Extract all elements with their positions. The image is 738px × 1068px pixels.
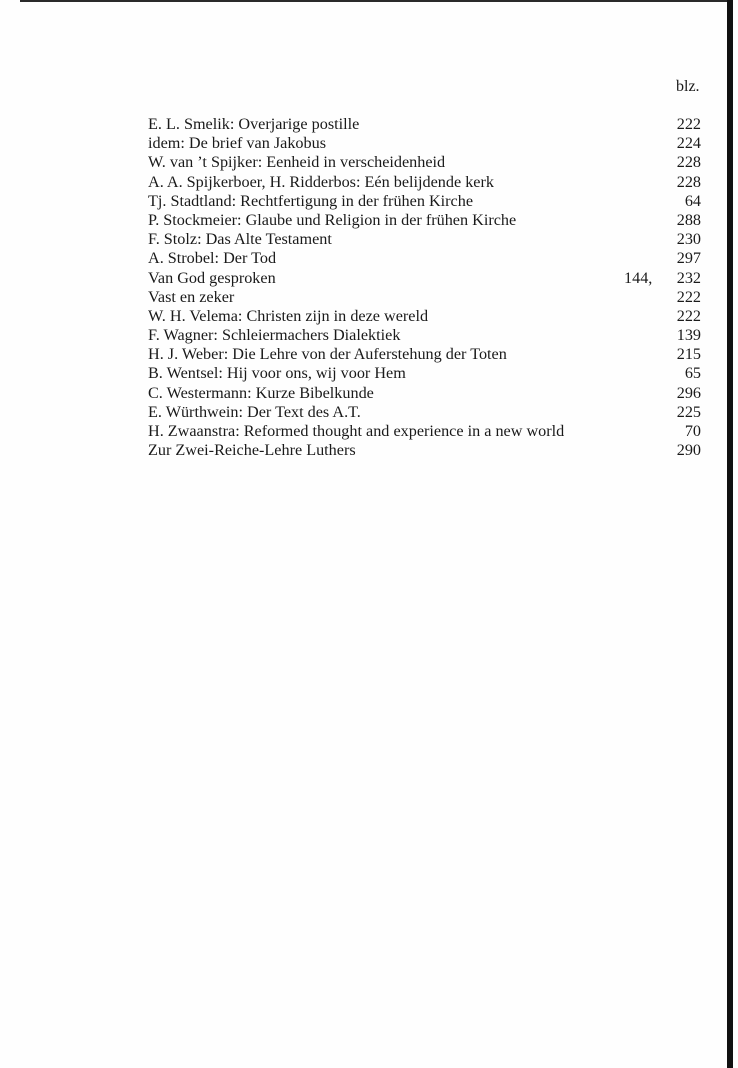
entry-title: Van God gesproken <box>148 268 276 287</box>
page-right-edge <box>727 0 733 1068</box>
entry-page: 290 <box>676 441 701 460</box>
entry-title: A. Strobel: Der Tod <box>148 249 277 268</box>
entry-title: E. L. Smelik: Overjarige postille <box>148 115 360 133</box>
entry-extra-page: 144, <box>624 268 653 287</box>
index-entry <box>148 211 701 230</box>
entry-title: F. Wagner: Schleiermachers Dialektiek <box>148 326 401 345</box>
index-entry <box>148 192 701 211</box>
index-entry <box>148 269 701 288</box>
entry-title: E. Würthwein: Der Text des A.T. <box>148 402 361 421</box>
entry-title: H. J. Weber: Die Lehre von der Auferstehung der Toten <box>148 345 507 364</box>
entry-title: Zur Zwei-Reiche-Lehre Luthers <box>148 441 356 460</box>
entry-page: 288 <box>676 210 701 229</box>
entry-title: B. Wentsel: Hij voor ons, wij voor Hem <box>148 364 406 383</box>
entry-title: W. van ’t Spijker: Eenheid in verscheidenheid <box>148 153 446 172</box>
index-entry <box>148 115 701 134</box>
entry-page: 64 <box>684 191 701 210</box>
index-entry <box>148 403 701 422</box>
entry-title: C. Westermann: Kurze Bibelkunde <box>148 383 374 402</box>
page-top-edge <box>20 0 730 2</box>
entry-title: Vast en zeker <box>148 287 235 306</box>
entry-title: W. H. Velema: Christen zijn in deze wereld <box>148 306 429 325</box>
entry-title: H. Zwaanstra: Reformed thought and experience in a new world <box>148 422 565 440</box>
index-entry <box>148 441 701 460</box>
entry-title: F. Stolz: Das Alte Testament <box>148 230 332 249</box>
entry-page: 228 <box>676 153 701 172</box>
entry-page: 225 <box>676 402 701 421</box>
index-entry <box>148 288 701 307</box>
entry-page: 70 <box>684 422 701 440</box>
index-entry <box>148 422 701 441</box>
index-entry <box>148 173 701 192</box>
entry-page: 222 <box>676 287 701 306</box>
index-entry <box>148 153 701 172</box>
page-column-header: blz. <box>676 78 700 95</box>
entry-page: 297 <box>676 249 701 268</box>
entry-page: 230 <box>676 230 701 249</box>
index-entry <box>148 384 701 403</box>
entry-title: A. A. Spijkerboer, H. Ridderbos: Eén belijdende kerk <box>148 172 494 191</box>
index-list <box>148 115 701 460</box>
entry-title: Tj. Stadtland: Rechtfertigung in der frühen Kirche <box>148 191 473 210</box>
entry-page: 65 <box>684 364 701 383</box>
entry-page: 215 <box>676 345 701 364</box>
entry-title: idem: De brief van Jakobus <box>148 134 327 153</box>
entry-title: P. Stockmeier: Glaube und Religion in der frühen Kirche <box>148 210 517 229</box>
index-entry <box>148 249 701 268</box>
entry-page: 139 <box>676 326 701 345</box>
index-entry <box>148 134 701 153</box>
entry-page: 232 <box>676 268 701 287</box>
index-entry <box>148 326 701 345</box>
entry-page: 228 <box>676 172 701 191</box>
entry-page: 222 <box>676 306 701 325</box>
index-entry <box>148 230 701 249</box>
entry-page: 224 <box>676 134 701 153</box>
entry-page: 296 <box>676 383 701 402</box>
entry-page: 222 <box>676 115 701 133</box>
index-entry <box>148 345 701 364</box>
index-entry <box>148 307 701 326</box>
index-entry <box>148 364 701 383</box>
